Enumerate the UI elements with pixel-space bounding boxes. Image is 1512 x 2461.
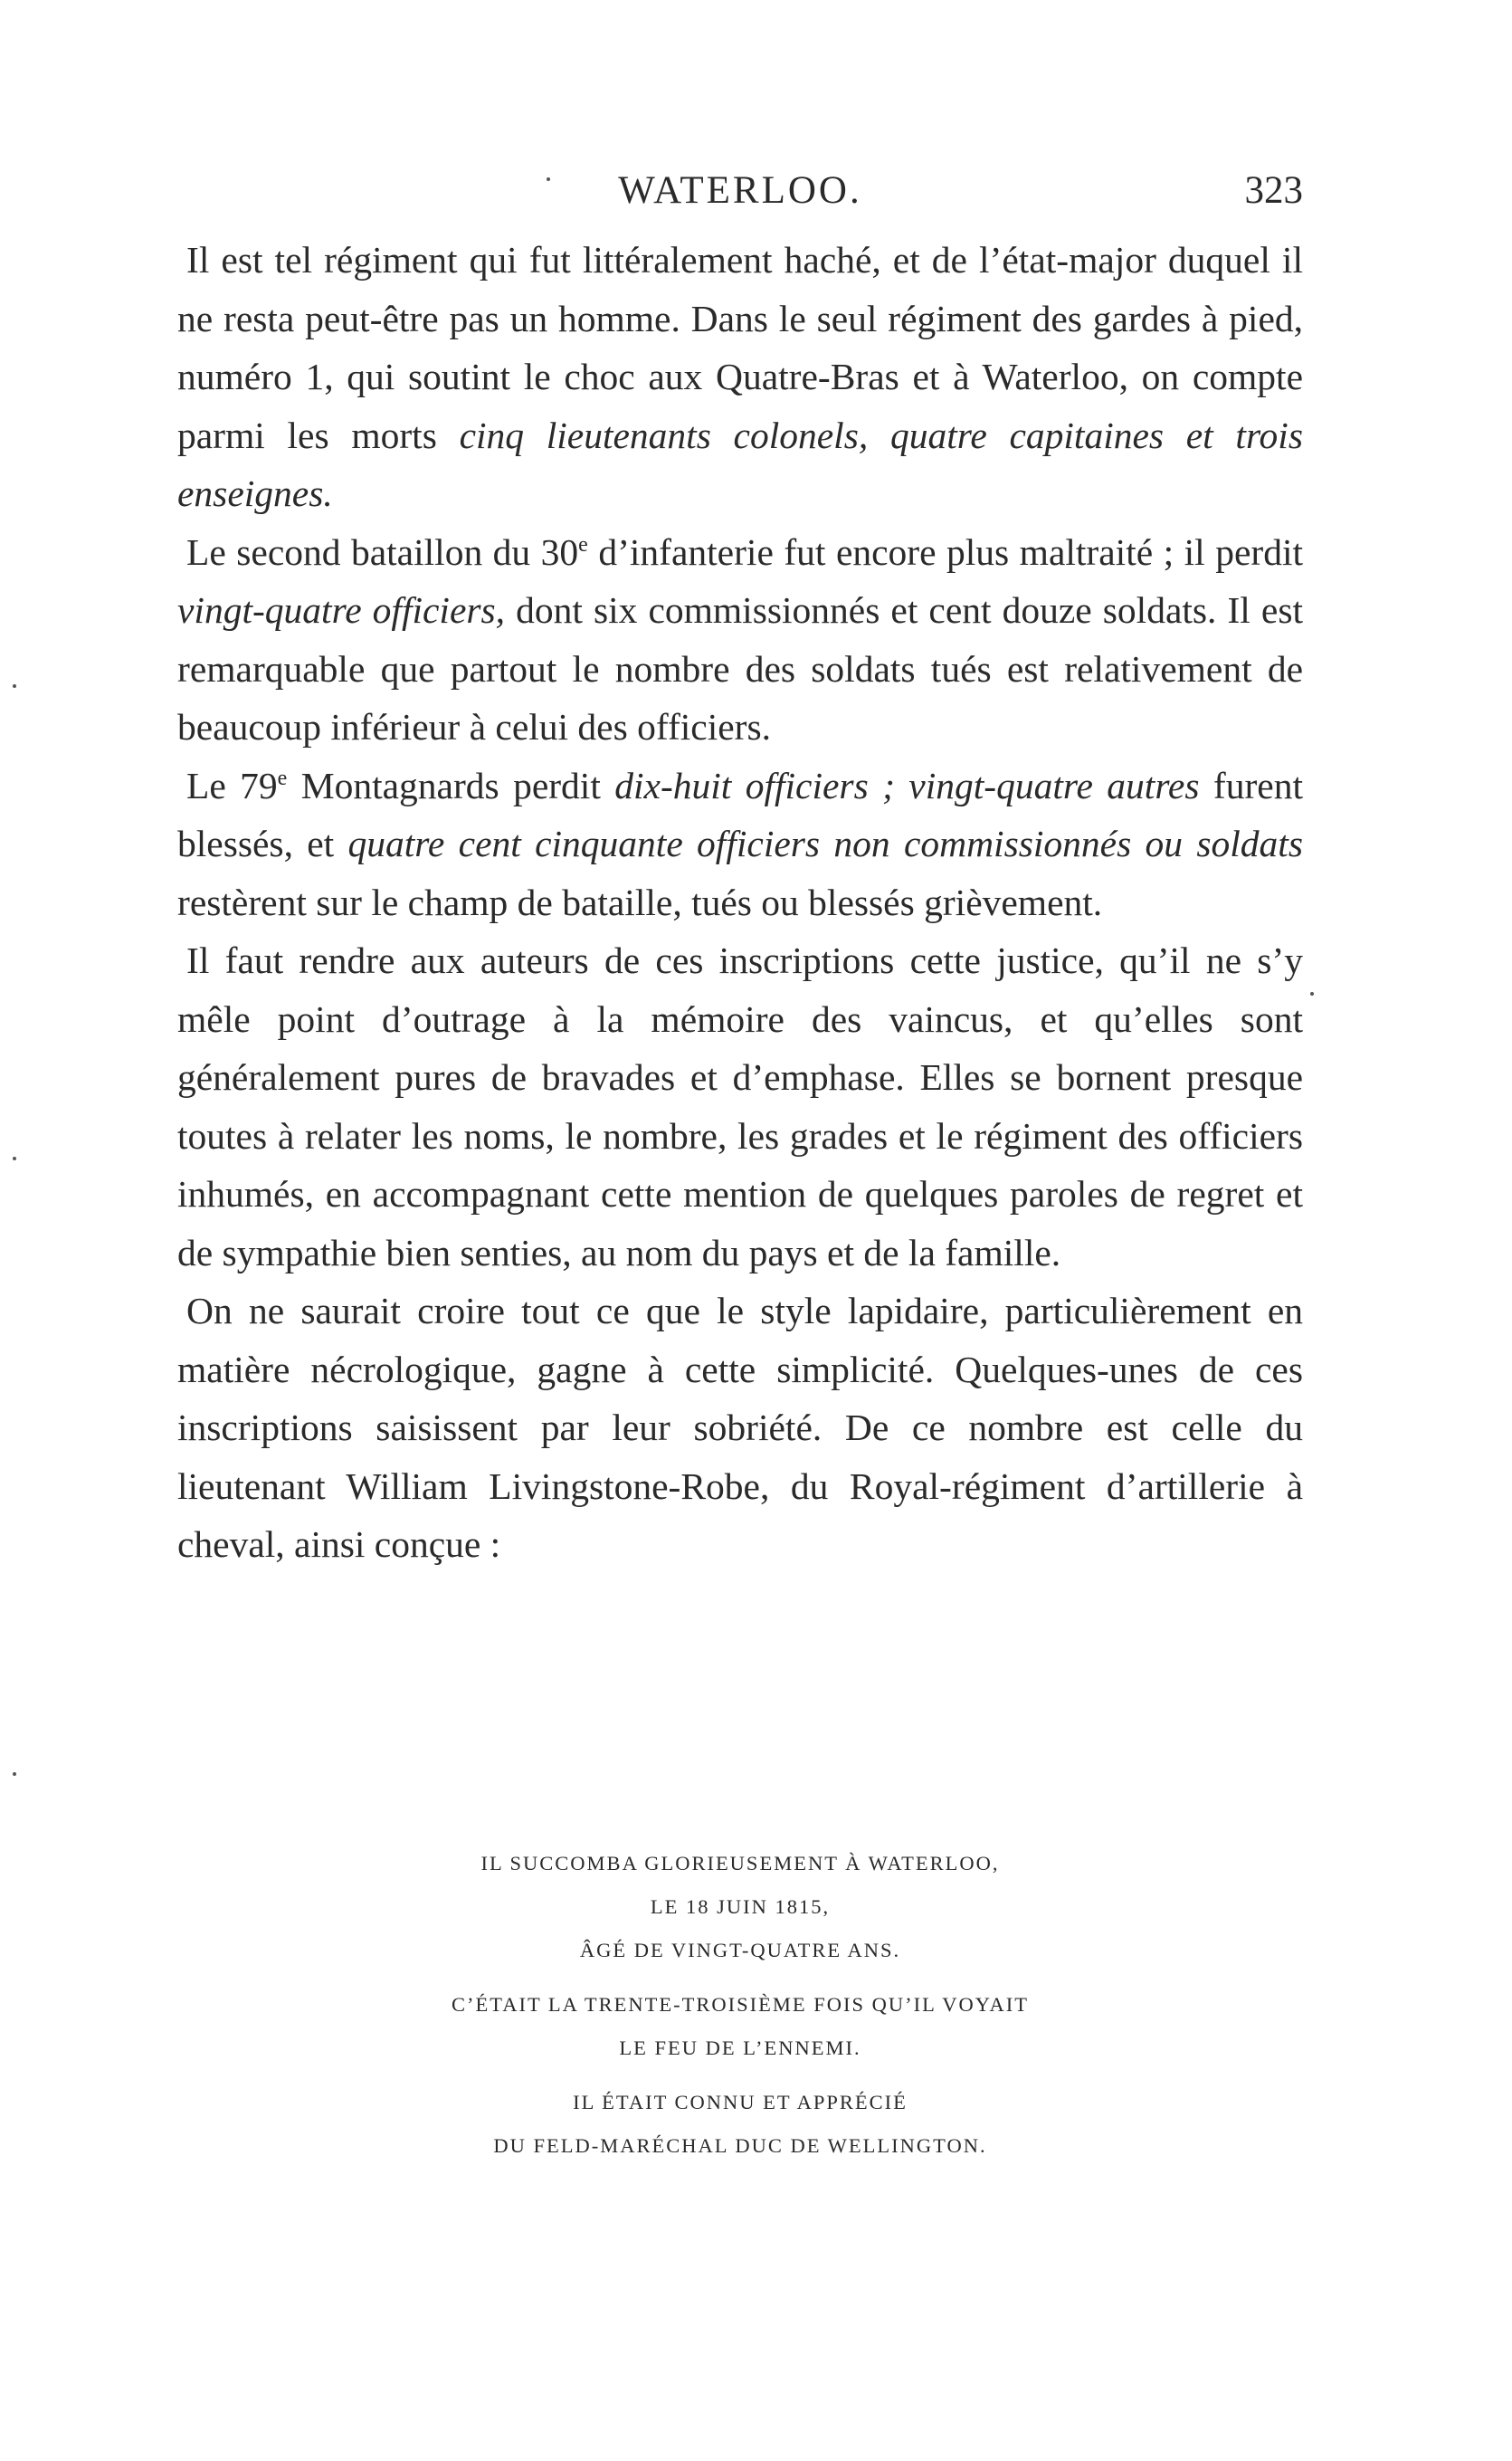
- inscription-line: ÂGÉ DE VINGT-QUATRE ANS.: [579, 1939, 901, 1961]
- paragraph-3: [177, 757, 1303, 932]
- paragraph-1: [177, 231, 1303, 523]
- text-run: Il est tel régiment qui fut littéralement haché, et de l’état-major duquel il ne resta peut-être pas un homme. Dans le seul régiment des gardes à pied, numéro 1, qui soutint le choc aux Quatre-Bras et à Waterloo, on compte parmi les morts: [177, 239, 1303, 456]
- margin-mark: [13, 1772, 16, 1776]
- inscription-line: LE 18 JUIN 1815,: [650, 1895, 831, 1918]
- text-run: d’infanterie fut encore plus maltraité ; il perdit: [587, 530, 1303, 573]
- inscription-line: LE FEU DE L’ENNEMI.: [619, 2037, 861, 2059]
- inscription-gap: [177, 2070, 1303, 2081]
- inscription-block: [177, 1842, 1303, 2168]
- text-run: dont six commissionnés et cent douze soldats. Il est remarquable que partout le nombre des soldats tués est relativement de beaucoup inférieur à celui des officiers.: [177, 589, 1303, 748]
- text-run: Montagnards perdit: [287, 764, 615, 806]
- text-run: restèrent sur le champ de bataille, tués ou blessés grièvement.: [177, 881, 1103, 923]
- italic-text: dix-huit officiers ; vingt-quatre autres: [614, 764, 1200, 806]
- text-run: furent blessés, et: [177, 764, 1303, 864]
- body-text: [177, 231, 1303, 1574]
- margin-mark: [547, 177, 550, 181]
- inscription-line: IL SUCCOMBA GLORIEUSEMENT À WATERLOO,: [480, 1852, 1000, 1874]
- text-run: On ne saurait croire tout ce que le style lapidaire, particulièrement en matière nécrologique, gagne à cette simplicité. Quelques-unes de ces inscriptions saisissent par leur sobriété. De ce nombre est celle du lieutenant William Livingstone-Robe, du Royal-régiment d’artillerie à cheval, ainsi conçue :: [177, 1290, 1303, 1565]
- inscription-line: IL ÉTAIT CONNU ET APPRÉCIÉ: [573, 2091, 908, 2113]
- italic-text: quatre cent cinquante officiers non commissionnés ou soldats: [347, 823, 1303, 864]
- text-run: Il faut rendre aux auteurs de ces inscriptions cette justice, qu’il ne s’y mêle point d’outrage à la mémoire des vaincus, et qu’elles sont généralement pures de bravades et d’emphase. Elles se bornent presque toutes à relater les noms, le nombre, les grades et le régiment des officiers inhumés, en accompagnant cette mention de quelques paroles de regret et de sympathie bien senties, au nom du pays et de la famille.: [177, 940, 1303, 1273]
- page-number: 323: [1244, 169, 1303, 212]
- running-title: WATERLOO.: [618, 169, 862, 212]
- paragraph-5: [177, 1282, 1303, 1574]
- text-run: Le second bataillon du 30: [186, 530, 579, 573]
- inscription-line: C’ÉTAIT LA TRENTE-TROISIÈME FOIS QU’IL VOYAIT: [452, 1993, 1029, 2016]
- inscription-line: DU FELD-MARÉCHAL DUC DE WELLINGTON.: [493, 2134, 987, 2157]
- text-run: Le 79: [186, 764, 278, 806]
- page-header: [177, 168, 1303, 223]
- paragraph-2: [177, 523, 1303, 757]
- superscript: e: [277, 766, 288, 790]
- inscription-gap: [177, 1972, 1303, 1983]
- superscript: e: [578, 532, 588, 557]
- margin-mark: [1310, 992, 1314, 996]
- margin-mark: [13, 684, 16, 688]
- italic-text: cinq lieutenants colonels, quatre capitaines et trois enseignes.: [177, 414, 1303, 514]
- paragraph-4: [177, 931, 1303, 1282]
- italic-text: vingt-quatre officiers,: [177, 589, 506, 631]
- margin-mark: [13, 1157, 16, 1160]
